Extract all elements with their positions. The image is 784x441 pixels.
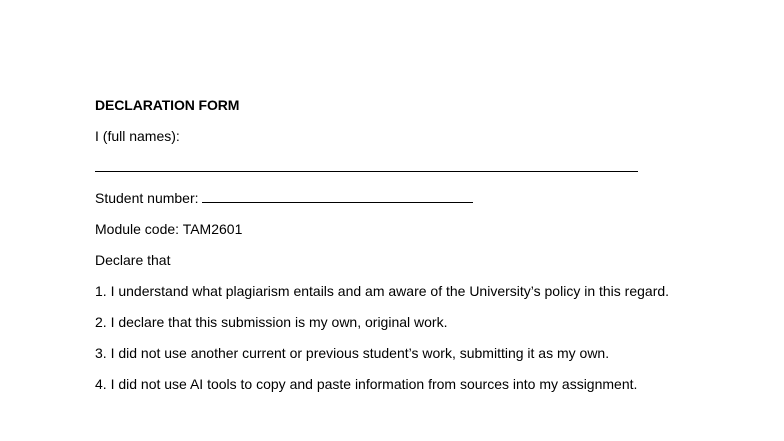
student-number-row: [95, 188, 715, 208]
declaration-item-2: 2. I declare that this submission is my own, original work.: [95, 314, 448, 330]
full-names-underline: [95, 158, 638, 172]
declaration-item-1: 1. I understand what plagiarism entails and am aware of the University’s policy in this regard.: [95, 283, 670, 299]
declaration-item-3: 3. I did not use another current or previous student’s work, submitting it as my own.: [95, 345, 610, 361]
full-names-field[interactable]: [95, 157, 715, 177]
declare-that-text: Declare that: [95, 252, 171, 268]
student-number-field[interactable]: [202, 189, 473, 203]
declaration-form: [95, 95, 715, 405]
full-names-label: I (full names):: [95, 128, 180, 144]
module-code-row: [95, 219, 715, 239]
form-title: DECLARATION FORM: [95, 97, 240, 113]
module-code-value: TAM2601: [182, 221, 243, 237]
module-code-label: Module code:: [95, 221, 180, 237]
declaration-item-4: 4. I did not use AI tools to copy and paste information from sources into my assignment.: [95, 376, 638, 392]
student-number-label: Student number:: [95, 190, 199, 206]
